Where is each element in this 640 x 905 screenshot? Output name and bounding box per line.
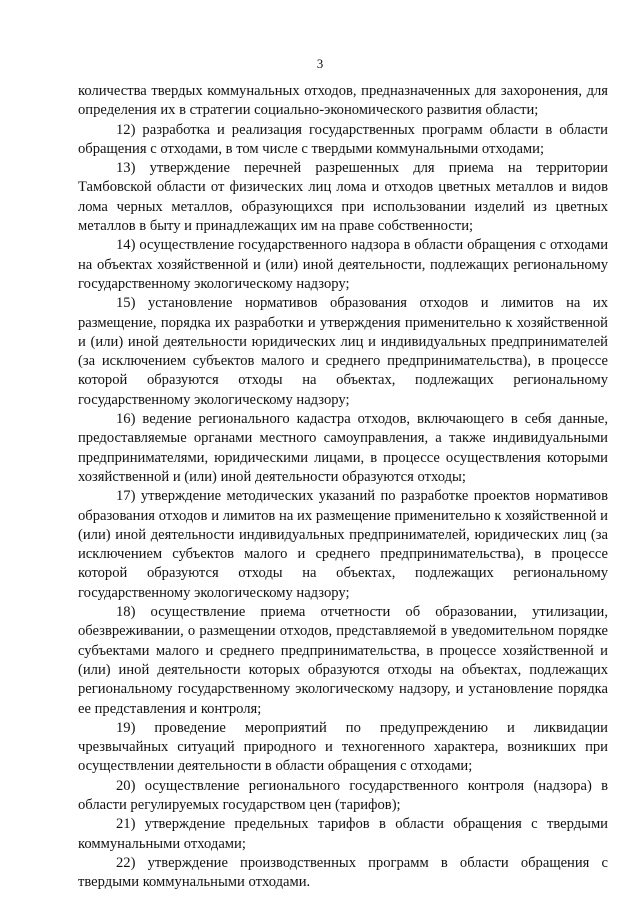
paragraph-continuation: количества твердых коммунальных отходов, предназначенных для захоронения, для определения их в стратегии социально-экономического развития области; (78, 83, 608, 119)
paragraph-item-22: 22) утверждение производственных программ в области обращения с твердыми коммунальными отходами. (78, 854, 608, 891)
paragraph-item-20: 20) осуществление регионального государственного контроля (надзора) в области регулируемых государством цен (тарифов); (78, 777, 608, 813)
paragraph-item-13: 13) утверждение перечней разрешенных для приема на территории Тамбовской области от физических лиц лома и отходов цветных металлов и видов лома черных металлов, образующихся при использовании изделий из цветных металлов в быту и принадлежащих им на праве собственности; (78, 160, 608, 235)
page-number: 3 (316, 56, 324, 71)
document-body (78, 82, 608, 892)
paragraph-item-18: 18) осуществление приема отчетности об образовании, утилизации, обезвреживании, о размещении отходов, представляемой в уведомительном порядке субъектами малого и среднего предпринимательства, в процессе хозяйственной и (или) иной деятельности которых образуются отходы на объектах, подлежащих региональному государственному экологическому надзору, и установление порядка ее представления и контроля; (78, 604, 608, 717)
paragraph-item-12: 12) разработка и реализация государственных программ области в области обращения с отходами, в том числе с твердыми коммунальными отходами; (78, 121, 608, 157)
paragraph-item-14: 14) осуществление государственного надзора в области обращения с отходами на объектах хозяйственной и (или) иной деятельности, подлежащих региональному государственному экологическому надзору; (78, 237, 608, 292)
paragraph-item-21: 21) утверждение предельных тарифов в области обращения с твердыми коммунальными отходами; (78, 816, 608, 852)
paragraph-item-17: 17) утверждение методических указаний по разработке проектов нормативов образования отходов и лимитов на их размещение применительно к хозяйственной и (или) иной деятельности индивидуальных предпринимателей, юридических лиц (за исключением субъектов малого и среднего предпринимательства), в процессе которой образуются отходы на объектах, подлежащих региональному государственному экологическому надзору; (78, 488, 608, 601)
paragraph-item-16: 16) ведение регионального кадастра отходов, включающего в себя данные, предоставляемые органами местного самоуправления, а также индивидуальными предпринимателями, юридическими лицами, в процессе осуществления которыми хозяйственной и (или) иной деятельности образуются отходы; (78, 411, 608, 485)
paragraph-item-15: 15) установление нормативов образования отходов и лимитов на их размещение, порядка их разработки и утверждения применительно к хозяйственной и (или) иной деятельности юридических лиц и индивидуальных предпринимателей (за исключением субъектов малого и среднего предпринимательства), в процессе которой образуются отходы на объектах, подлежащих региональному государственному экологическому надзору; (78, 295, 608, 408)
paragraph-item-19: 19) проведение мероприятий по предупреждению и ликвидации чрезвычайных ситуаций природного и техногенного характера, возникших при осуществлении деятельности в области обращения с отходами; (78, 719, 608, 775)
